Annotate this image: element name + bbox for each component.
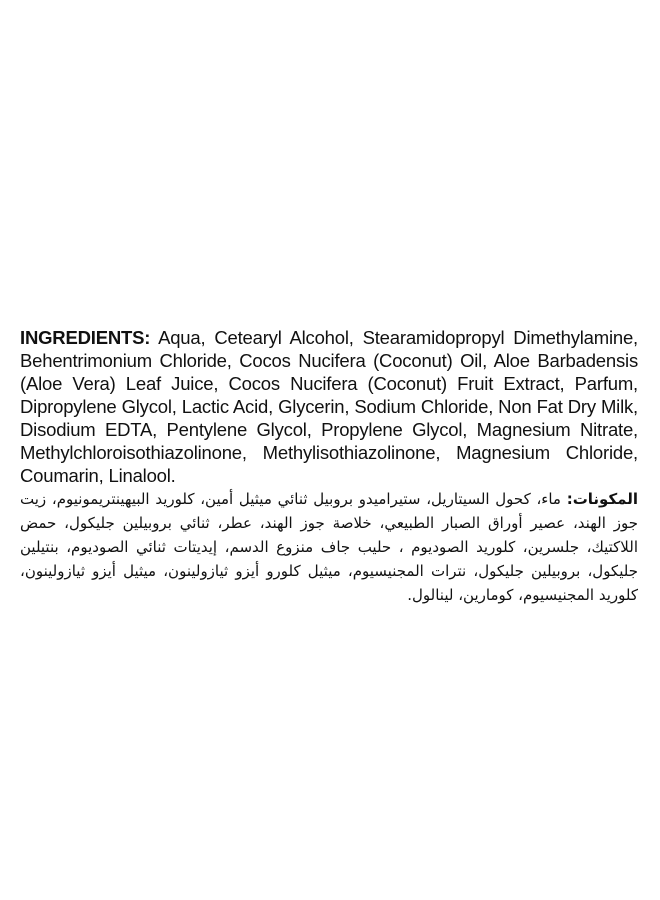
ingredients-label	[20, 326, 638, 607]
ingredients-heading-ar: المكونات:	[566, 490, 638, 508]
ingredients-arabic	[20, 487, 638, 607]
ingredients-english	[20, 326, 638, 487]
ingredients-list-en: Aqua, Cetearyl Alcohol, Stearamidopropyl Dimethylamine, Behentrimonium Chloride, Cocos Nucifera (Coconut) Oil, Aloe Barbadensis (Aloe Vera) Leaf Juice, Cocos Nucifera (Coconut) Fruit Extract, Parfum, Dipropylene Glycol, Lactic Acid, Glycerin, Sodium Chloride, Non Fat Dry Milk, Disodium EDTA, Pentylene Glycol, Propylene Glycol, Magnesium Nitrate, Methylchloroisothiazolinone, Methylisothiazolinone, Magnesium Chloride, Coumarin, Linalool.	[20, 327, 638, 486]
ingredients-list-ar: ماء، كحول السيتاريل، ستيراميدو بروبيل ثنائي ميثيل أمين، كلوريد البيهينتريمونيوم، زيت جوز الهند، عصير أوراق الصبار الطبيعي، خلاصة جوز الهند، عطر، ثنائي بروبيلين جليكول، حمض اللاكتيك، جلسرين، كلوريد الصوديوم ، حليب جاف منزوع الدسم، إيديتات ثنائي الصوديوم، بنتيلين جليكول، بروبيلين جليكول، نترات المجنيسيوم، ميثيل كلورو أيزو ثيازولينون، ميثيل أيزو ثيازولينون، كلوريد المجنيسيوم، كومارين، لينالول.	[20, 490, 638, 604]
ingredients-heading-en: INGREDIENTS:	[20, 327, 151, 348]
